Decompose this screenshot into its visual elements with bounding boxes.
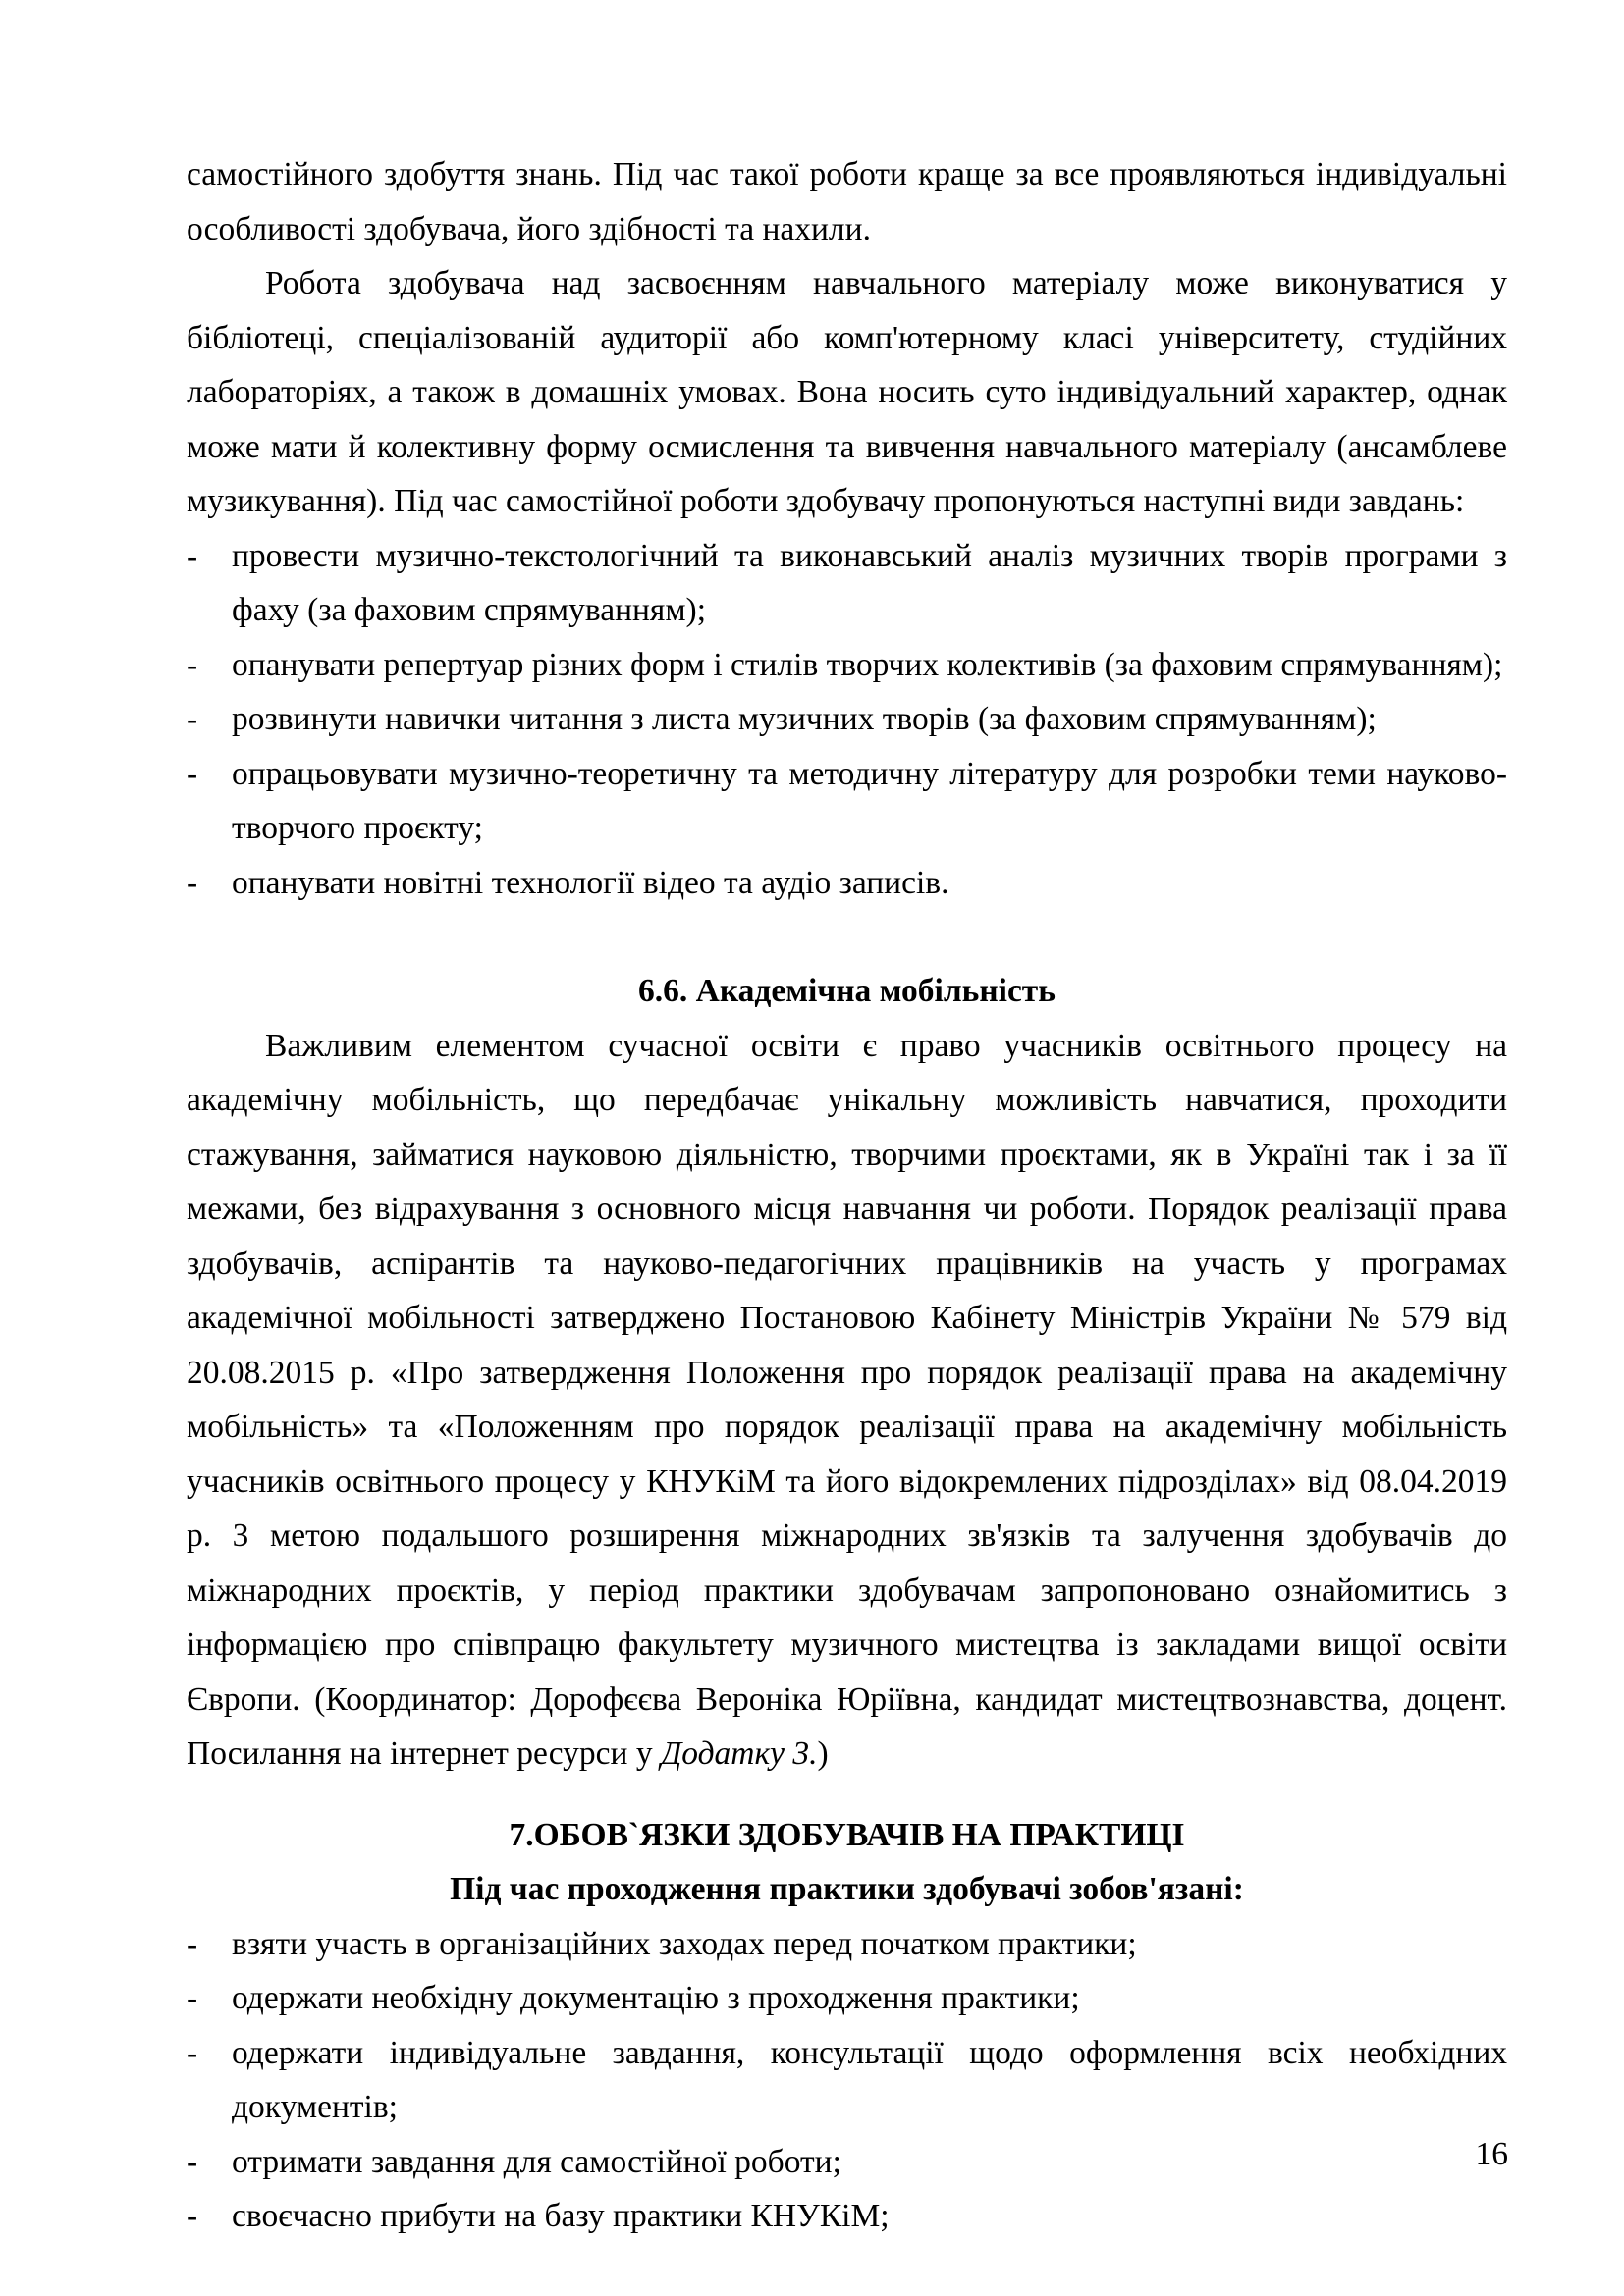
dash-bullet: - <box>187 1925 198 1962</box>
list-item <box>187 2189 1507 2244</box>
dash-bullet: - <box>187 2034 198 2071</box>
duties-list <box>187 1917 1507 2244</box>
list-item <box>187 2026 1507 2135</box>
dash-bullet: - <box>187 864 198 901</box>
page-number: 16 <box>1475 2136 1508 2172</box>
paragraph-continuation: самостійного здобуття знань. Під час такої роботи краще за все проявляються індивідуальні особливості здобувача, його здібності та нахили. <box>187 156 1507 247</box>
list-item-text: опрацьовувати музично-теоретичну та методичну літературу для розробки теми науково-творчого проєкту; <box>232 755 1507 846</box>
list-item <box>187 2135 1507 2190</box>
list-item-text: одержати індивідуальне завдання, консультації щодо оформлення всіх необхідних документів; <box>232 2034 1507 2125</box>
dash-bullet: - <box>187 2198 198 2234</box>
dash-bullet: - <box>187 755 198 792</box>
dash-bullet: - <box>187 646 198 683</box>
self-study-task-list <box>187 529 1507 911</box>
dash-bullet: - <box>187 701 198 737</box>
appendix-reference: Додатку 3. <box>660 1735 818 1772</box>
paragraph-academic-mobility-tail: ) <box>817 1735 829 1772</box>
list-item-text: взяти участь в організаційних заходах перед початком практики; <box>232 1925 1137 1962</box>
list-item-text: одержати необхідну документацію з проходження практики; <box>232 1980 1080 2016</box>
spacer <box>187 1782 1507 1808</box>
list-item-text: своєчасно прибути на базу практики КНУКіМ; <box>232 2198 890 2234</box>
page-content <box>187 147 1507 2244</box>
section-heading-7: 7.ОБОВ`ЯЗКИ ЗДОБУВАЧІВ НА ПРАКТИЦІ <box>509 1816 1185 1853</box>
list-item-text: провести музично-текстологічний та виконавський аналіз музичних творів програми з фаху (за фаховим спрямуванням); <box>232 537 1507 628</box>
list-item <box>187 1917 1507 1972</box>
list-item-text: опанувати репертуар різних форм і стилів творчих колективів (за фаховим спрямуванням); <box>232 646 1503 683</box>
section-heading-6-6: 6.6. Академічна мобільність <box>638 973 1056 1009</box>
spacer <box>187 910 1507 964</box>
dash-bullet: - <box>187 1980 198 2016</box>
list-item-text: опанувати новітні технології відео та аудіо записів. <box>232 864 949 901</box>
list-item <box>187 638 1507 693</box>
dash-bullet: - <box>187 537 198 574</box>
list-item-text: розвинути навички читання з листа музичних творів (за фаховим спрямуванням); <box>232 701 1377 737</box>
paragraph-self-study-intro: Робота здобувача над засвоєнням навчального матеріалу може виконуватися у бібліотеці, спеціалізованій аудиторії або комп'ютерному класі університету, студійних лабораторіях, а також в домашніх умовах. Вона носить суто індивідуальний характер, однак може мати й колективну форму осмислення та вивчення навчального матеріалу (ансамблеве музикування). Під час самостійної роботи здобувачу пропонуються наступні види завдань: <box>187 265 1507 519</box>
list-item <box>187 692 1507 747</box>
list-item <box>187 1971 1507 2026</box>
list-item-text: отримати завдання для самостійної роботи; <box>232 2143 841 2180</box>
dash-bullet: - <box>187 2143 198 2180</box>
list-item <box>187 747 1507 856</box>
list-item <box>187 856 1507 911</box>
list-item <box>187 529 1507 638</box>
section-7-subheading: Під час проходження практики здобувачі зобов'язані: <box>450 1871 1244 1907</box>
paragraph-academic-mobility <box>187 1019 1507 1782</box>
paragraph-academic-mobility-main: Важливим елементом сучасної освіти є право учасників освітнього процесу на академічну мобільність, що передбачає унікальну можливість навчатися, проходити стажування, займатися науковою діяльністю, творчими проєктами, як в Україні так і за її межами, без відрахування з основного місця навчання чи роботи. Порядок реалізації права здобувачів, аспірантів та науково-педагогічних працівників на участь у програмах академічної мобільності затверджено Постановою Кабінету Міністрів України № 579 від 20.08.2015 р. «Про затвердження Положення про порядок реалізації права на академічну мобільність» та «Положенням про порядок реалізації права на академічну мобільність учасників освітнього процесу у КНУКіМ та його відокремлених підрозділах» від 08.04.2019 р. З метою подальшого розширення міжнародних зв'язків та залучення здобувачів до міжнародних проєктів, у період практики здобувачам запропоновано ознайомитись з інформацією про співпрацю факультету музичного мистецтва із закладами вищої освіти Європи. (Координатор: Дорофєєва Вероніка Юріївна, кандидат мистецтвознавства, доцент. Посилання на інтернет ресурси у <box>187 1027 1507 1772</box>
